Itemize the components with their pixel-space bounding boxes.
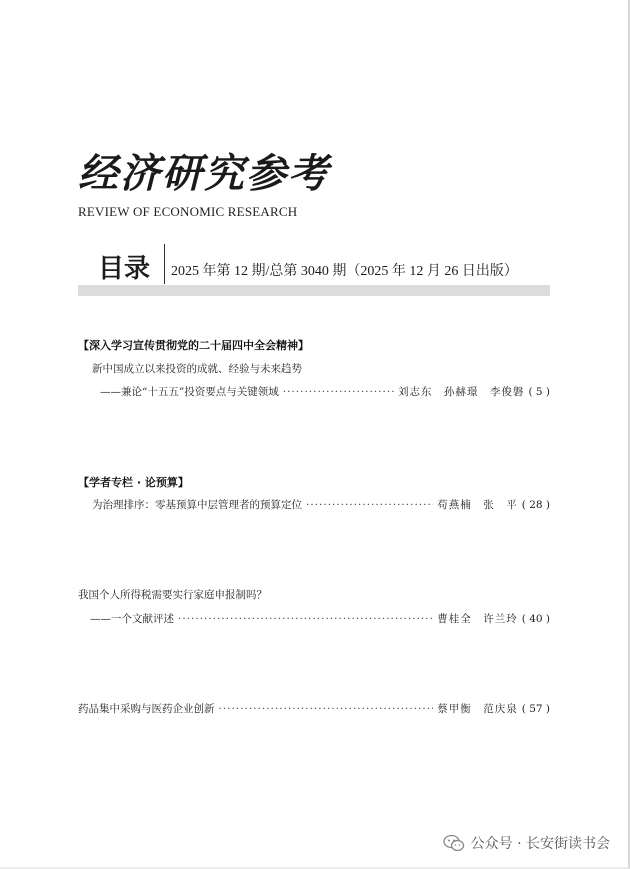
article-page: ( 57 ) — [521, 703, 550, 715]
article-title-1[interactable]: 新中国成立以来投资的成就、经验与未来趋势 — [92, 363, 302, 375]
article-page: ( 40 ) — [521, 613, 550, 625]
article-line-4[interactable] — [78, 701, 550, 716]
article-authors: 蔡甲衡 范庆泉 — [437, 703, 518, 715]
leader-dots — [178, 613, 433, 625]
section-title-2: 【学者专栏 · 论预算】 — [78, 476, 189, 489]
article-page: ( 28 ) — [521, 499, 550, 511]
watermark — [443, 833, 610, 853]
watermark-text: 公众号 · 长安街读书会 — [470, 836, 610, 852]
article-title-3[interactable]: 我国个人所得税需要实行家庭申报制吗？ — [78, 589, 267, 601]
wechat-icon — [443, 834, 465, 852]
journal-title-cn: 经济研究参考 — [78, 150, 330, 197]
article-line-1[interactable] — [100, 384, 550, 399]
article-subtitle: ——一个文献评述 — [90, 613, 174, 625]
leader-dots — [283, 386, 394, 398]
article-page: ( 5 ) — [528, 386, 550, 398]
header-rule — [78, 285, 550, 296]
article-line-2[interactable] — [92, 497, 550, 512]
issue-info: 2025 年第 12 期/总第 3040 期（2025 年 12 月 26 日出版） — [171, 264, 518, 279]
article-subtitle: ——兼论“十五五”投资要点与关键领域 — [100, 386, 279, 398]
article-authors: 曹桂全 许兰玲 — [437, 613, 518, 625]
article-authors: 苟燕楠 张 平 — [437, 499, 518, 511]
masthead — [78, 152, 330, 220]
journal-title-en: REVIEW OF ECONOMIC RESEARCH — [78, 204, 298, 219]
toc-header — [98, 244, 518, 284]
leader-dots — [306, 499, 433, 511]
leader-dots — [219, 703, 434, 715]
article-authors: 刘志东 孙赫璟 李俊磐 — [397, 386, 525, 398]
article-title: 药品集中采购与医药企业创新 — [78, 703, 215, 715]
article-line-3[interactable] — [90, 611, 550, 626]
toc-label: 目录 — [98, 254, 151, 284]
article-title: 为治理排序：零基预算中层管理者的预算定位 — [92, 499, 302, 511]
toc-divider — [164, 244, 165, 284]
section-title-1: 【深入学习宣传贯彻党的二十届四中全会精神】 — [78, 339, 309, 352]
